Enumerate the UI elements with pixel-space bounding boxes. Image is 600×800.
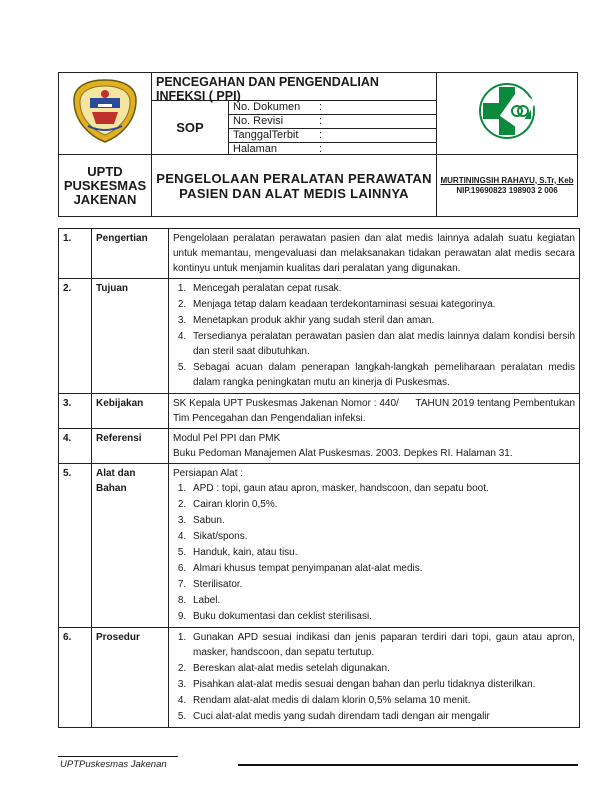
ministry-health-logo-icon bbox=[471, 81, 543, 141]
reference-line: Modul Pel PPI dan PMK bbox=[173, 433, 281, 444]
health-logo-cell bbox=[437, 73, 578, 155]
reference-line: Buku Pedoman Manajemen Alat Puskesmas. 2003. Depkes RI. Halaman 31. bbox=[173, 448, 513, 459]
ppi-title: PENCEGAHAN DAN PENGENDALIAN INFEKSI ( PPI) bbox=[152, 73, 436, 101]
list-item: 1. APD : topi, gaun atau apron, masker, handscoon, dan sepatu boot. bbox=[189, 481, 575, 496]
section-number: 6. bbox=[59, 628, 92, 728]
section-number: 4. bbox=[59, 429, 92, 464]
list-item: 8. Label. bbox=[189, 593, 575, 608]
section-lines-cell bbox=[169, 429, 580, 464]
document-info bbox=[229, 101, 436, 154]
section-key: Prosedur bbox=[92, 628, 169, 728]
section-list-cell bbox=[169, 279, 580, 394]
section-text: Pengelolaan peralatan perawatan pasien dan alat medis lainnya adalah suatu kegiatan untuk memantau, mengevaluasi dan melaksanakan tidakan perawatan alat medis secara kontinyu untuk menjamin kualitas dari peralatan yang digunakan. bbox=[169, 229, 580, 279]
page-footer bbox=[58, 756, 578, 776]
uptd-name: UPTD PUSKESMAS JAKENAN bbox=[59, 155, 152, 217]
section-key: Alat dan Bahan bbox=[92, 464, 169, 628]
list-item: 9. Buku dokumentasi dan ceklist sterilisasi. bbox=[189, 609, 575, 624]
footer-rule bbox=[238, 764, 578, 766]
signatory-nip: NIP.19690823 198903 2 006 bbox=[456, 185, 558, 195]
list-intro: Persiapan Alat : bbox=[173, 468, 244, 479]
section-number: 5. bbox=[59, 464, 92, 628]
section-number: 3. bbox=[59, 394, 92, 429]
section-row bbox=[59, 429, 580, 464]
list-item: 3. Pisahkan alat-alat medis sesuai dengan bahan dan perlu tidaknya disterilkan. bbox=[189, 677, 575, 692]
section-key: Tujuan bbox=[92, 279, 169, 394]
list-item: 3. Sabun. bbox=[189, 513, 575, 528]
section-key: Kebijakan bbox=[92, 394, 169, 429]
doc-info-row: No. Dokumen : bbox=[229, 101, 436, 115]
list-item: 3. Menetapkan produk akhir yang sudah steril dan aman. bbox=[189, 313, 575, 328]
list-item: 5. Sebagai acuan dalam penerapan langkah-langkah pemeliharaan peralatan medis dalam rangka peningkatan mutu an kinerja di Puskesmas. bbox=[189, 360, 575, 390]
sop-label: SOP bbox=[152, 101, 229, 154]
section-row bbox=[59, 279, 580, 394]
section-list-cell bbox=[169, 464, 580, 628]
doc-info-row: TanggalTerbit : bbox=[229, 129, 436, 143]
list-item: 5. Cuci alat-alat medis yang sudah direndam tadi dengan air mengalir bbox=[189, 709, 575, 724]
section-number: 1. bbox=[59, 229, 92, 279]
list-item: 7. Sterilisator. bbox=[189, 577, 575, 592]
list-item: 6. Almari khusus tempat penyimpanan alat-alat medis. bbox=[189, 561, 575, 576]
list-item: 2. Cairan klorin 0,5%. bbox=[189, 497, 575, 512]
regency-seal-cell bbox=[59, 73, 152, 155]
section-row bbox=[59, 229, 580, 279]
section-row bbox=[59, 628, 580, 728]
section-text: SK Kepala UPT Puskesmas Jakenan Nomor : 440/ TAHUN 2019 tentang Pembentukan Tim Pencegahan dan Pengendalian infeksi. bbox=[169, 394, 580, 429]
list-item: 1. Gunakan APD sesuai indikasi dan jenis paparan terdiri dari topi, gaun atau apron, masker, handscoon, dan sepatu tertutup. bbox=[189, 630, 575, 660]
section-row bbox=[59, 394, 580, 429]
list-item: 5. Handuk, kain, atau tisu. bbox=[189, 545, 575, 560]
sop-header bbox=[58, 72, 578, 217]
section-row bbox=[59, 464, 580, 628]
sop-body bbox=[58, 228, 580, 738]
section-key: Pengertian bbox=[92, 229, 169, 279]
doc-info-row: Halaman : bbox=[233, 143, 323, 155]
section-list-cell bbox=[169, 628, 580, 728]
list-item: 4. Rendam alat-alat medis di dalam klorin 0,5% selama 10 menit. bbox=[189, 693, 575, 708]
footer-text: UPTPuskesmas Jakenan bbox=[60, 759, 167, 770]
list-item: 1. Mencegah peralatan cepat rusak. bbox=[189, 281, 575, 296]
header-middle-cell bbox=[152, 73, 437, 155]
list-item: 2. Menjaga tetap dalam keadaan terdekontaminasi sesuai kategorinya. bbox=[189, 297, 575, 312]
list-item: 2. Bereskan alat-alat medis setelah digunakan. bbox=[189, 661, 575, 676]
list-item: 4. Tersedianya peralatan perawatan pasien dan alat medis lainnya dalam kondisi bersih dan steril saat dibutuhkan. bbox=[189, 329, 575, 359]
list-item: 4. Sikat/spons. bbox=[189, 529, 575, 544]
signature-cell bbox=[437, 155, 578, 217]
footer-divider bbox=[58, 756, 178, 757]
signatory-name: MURTININGSIH RAHAYU, S.Tr, Keb bbox=[440, 175, 574, 185]
regency-seal-icon bbox=[70, 78, 140, 144]
section-key: Referensi bbox=[92, 429, 169, 464]
procedure-title: PENGELOLAAN PERALATAN PERAWATAN PASIEN DAN ALAT MEDIS LAINNYA bbox=[152, 155, 437, 217]
doc-info-row: No. Revisi : bbox=[229, 115, 436, 129]
section-number: 2. bbox=[59, 279, 92, 394]
